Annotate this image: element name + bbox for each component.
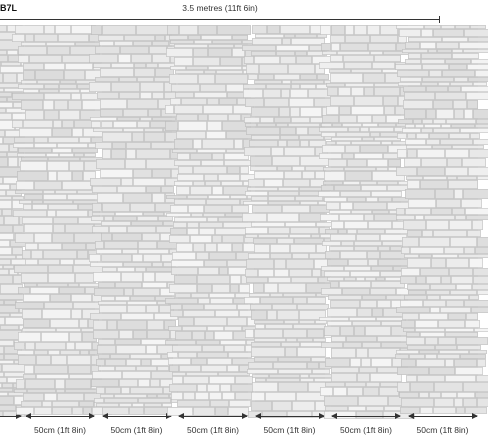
- arrow-shaft: [409, 416, 477, 417]
- panel-width-label: 50cm (1ft 8in): [187, 425, 239, 435]
- arrow-right-icon: [242, 413, 248, 419]
- wallpaper-panel: [255, 25, 325, 412]
- arrow-right-icon: [472, 413, 478, 419]
- arrow-right-icon: [395, 413, 401, 419]
- dimension-arrow: [25, 411, 95, 423]
- panel-width-dimension: [102, 411, 172, 441]
- wallpaper-panel: [331, 25, 401, 412]
- dimension-arrow: [178, 411, 248, 423]
- panel-width-dimension: [25, 411, 95, 441]
- dimension-arrow: [255, 411, 325, 423]
- panel-width-dimension: [255, 411, 325, 441]
- wallpaper-panel: [102, 25, 172, 412]
- panel-width-label: 50cm (1ft 8in): [110, 425, 163, 435]
- wallpaper-panel: [178, 25, 248, 412]
- arrow-right-icon: [89, 413, 95, 419]
- stone-texture: [408, 25, 478, 412]
- panel-width-label: 50cm (1ft 8in): [340, 425, 392, 435]
- stone-texture: [102, 25, 172, 412]
- dimension-arrow: [408, 411, 478, 423]
- stone-texture: [331, 25, 401, 412]
- arrow-right-icon: [319, 413, 325, 419]
- arrow-shaft: [26, 416, 94, 417]
- stone-texture: [255, 25, 325, 412]
- dimension-arrow: [102, 411, 172, 423]
- panel-width-label: 50cm (1ft 8in): [416, 425, 469, 435]
- total-width-label: 3.5 metres (11ft 6in): [182, 3, 258, 13]
- arrow-shaft: [179, 416, 247, 417]
- panel-width-dimension: [331, 411, 401, 441]
- panel-width-label: 50cm (1ft 8in): [263, 425, 316, 435]
- stone-texture: [25, 25, 95, 412]
- arrow-shaft: [256, 416, 324, 417]
- wallpaper-panel: [25, 25, 95, 412]
- arrow-shaft: [103, 416, 171, 417]
- wallpaper-panel: [408, 25, 478, 412]
- panel-width-label: 50cm (1ft 8in): [34, 425, 86, 435]
- product-code: B7L: [0, 3, 18, 13]
- arrow-shaft: [332, 416, 400, 417]
- dimension-arrow: [331, 411, 401, 423]
- stone-texture: [178, 25, 248, 412]
- panel-width-dimension: [178, 411, 248, 441]
- panel-width-dimension: [408, 411, 478, 441]
